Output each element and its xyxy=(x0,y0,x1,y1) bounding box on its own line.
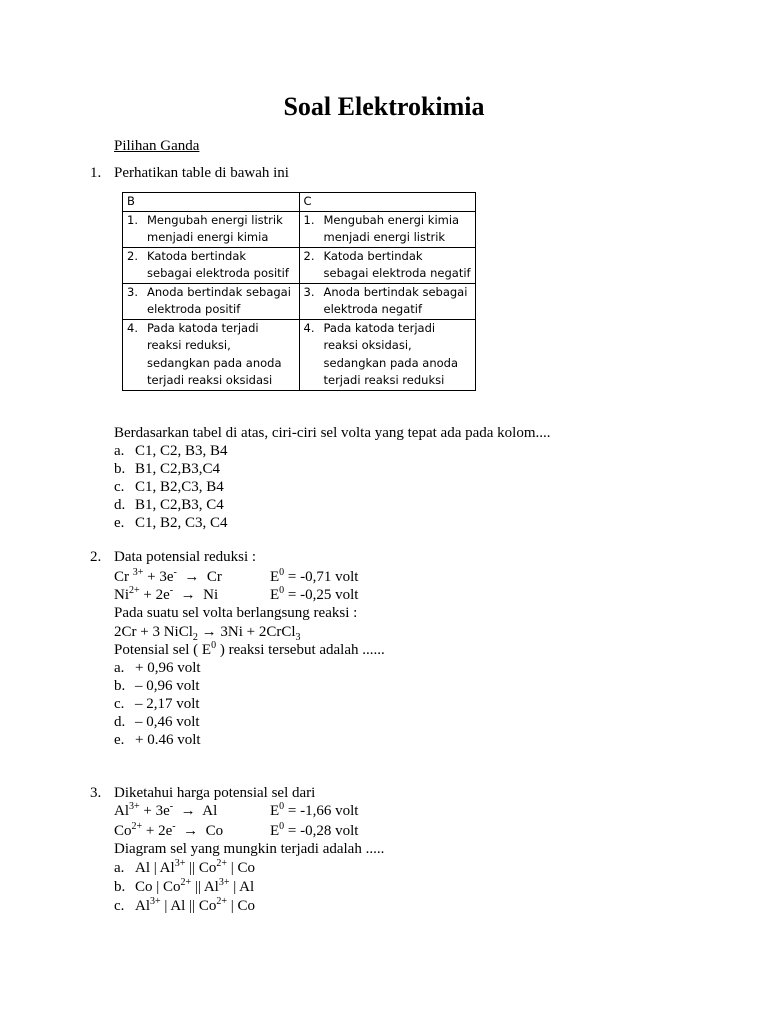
q3-reaction-2: $Co^{2+} + 2e^- \to Co$ xyxy=(114,821,224,839)
page-title: Soal Elektrokimia xyxy=(283,92,485,121)
option-letter: b. xyxy=(114,879,126,895)
cell-b: Katoda bertindak sebagai elektroda positif xyxy=(143,247,299,283)
cell-number: 3. xyxy=(123,283,144,319)
q2-prompt: Data potensial reduksi : xyxy=(114,549,257,565)
option-text: $Al^{3+}$ | Al || $Co^{2+}$ | Co xyxy=(135,896,255,914)
option-letter: a. xyxy=(114,660,125,676)
option-text: + 0.46 volt xyxy=(135,732,201,748)
cell-b: Anoda bertindak sebagai elektroda positif xyxy=(143,283,299,319)
q2-cell-reaction: 2Cr + 3 NiCl$_2$ → 3Ni + 2CrCl$_3$ xyxy=(114,624,301,643)
q3-number: 3. xyxy=(90,785,102,801)
option-letter: b. xyxy=(114,678,126,694)
option-letter: e. xyxy=(114,732,125,748)
option-text: B1, C2,B3,C4 xyxy=(135,461,221,477)
q1-prompt: Perhatikan table di bawah ini xyxy=(114,165,289,181)
cell-number: 1. xyxy=(123,211,144,247)
q3-potential-1: $E^0 = -1,66$ volt xyxy=(270,801,359,819)
table-row xyxy=(123,211,476,247)
option-text: – 0,96 volt xyxy=(135,678,200,694)
option-letter: e. xyxy=(114,515,125,531)
option-text: C1, C2, B3, B4 xyxy=(135,443,228,459)
q2-reaction-1: Cr $^{3+}$ + 3e- → Cr xyxy=(114,567,222,585)
option-text: C1, B2, C3, C4 xyxy=(135,515,228,531)
q2-stem: Pada suatu sel volta berlangsung reaksi : xyxy=(114,605,358,621)
option-letter: a. xyxy=(114,443,125,459)
q3-reaction-1: $Al^{3+} + 3e^- \to Al$ xyxy=(114,801,218,819)
option-text: Co | $Co^{2+}$ || $Al^{3+}$ | Al xyxy=(135,877,255,895)
q2-number: 2. xyxy=(90,549,102,565)
comparison-table xyxy=(122,192,476,391)
option-text: – 2,17 volt xyxy=(135,696,200,712)
cell-c: Katoda bertindak sebagai elektroda negatif xyxy=(320,247,476,283)
column-c-header: C xyxy=(299,193,476,212)
option-text: + 0,96 volt xyxy=(135,660,201,676)
q3-potential-2: $E^0 = -0,28$ volt xyxy=(270,821,359,839)
option-letter: a. xyxy=(114,860,125,876)
cell-c: Pada katoda terjadi reaksi oksidasi, sedangkan pada anoda terjadi reaksi reduksi xyxy=(320,319,476,390)
table-header-row xyxy=(123,193,476,212)
cell-number: 4. xyxy=(123,319,144,390)
option-letter: d. xyxy=(114,497,126,513)
table-row xyxy=(123,319,476,390)
cell-c: Anoda bertindak sebagai elektroda negatif xyxy=(320,283,476,319)
option-letter: c. xyxy=(114,479,125,495)
q3-question: Diagram sel yang mungkin terjadi adalah ..... xyxy=(114,841,385,857)
q2-potential-1: $E^0 = -0,71$ volt xyxy=(270,567,359,585)
option-text: C1, B2,C3, B4 xyxy=(135,479,224,495)
option-text: B1, C2,B3, C4 xyxy=(135,497,224,513)
q2-reaction-2: $Ni^{2+} + 2e^- \to Ni$ xyxy=(114,585,219,603)
section-heading: Pilihan Ganda xyxy=(114,138,200,154)
q3-prompt: Diketahui harga potensial sel dari xyxy=(114,785,316,801)
option-letter: c. xyxy=(114,696,125,712)
cell-number: 2. xyxy=(299,247,320,283)
option-letter: d. xyxy=(114,714,126,730)
table-row xyxy=(123,247,476,283)
cell-number: 1. xyxy=(299,211,320,247)
cell-number: 4. xyxy=(299,319,320,390)
cell-number: 2. xyxy=(123,247,144,283)
cell-c: Mengubah energi kimia menjadi energi listrik xyxy=(320,211,476,247)
q2-question: Potensial sel ( $E^0$ ) reaksi tersebut adalah ...... xyxy=(114,640,385,658)
option-text: Al | $Al^{3+}$ || $Co^{2+}$ | Co xyxy=(135,858,255,876)
option-text: – 0,46 volt xyxy=(135,714,200,730)
q2-potential-2: $E^0 = -0,25$ volt xyxy=(270,585,359,603)
option-letter: b. xyxy=(114,461,126,477)
cell-number: 3. xyxy=(299,283,320,319)
option-letter: c. xyxy=(114,898,125,914)
cell-b: Mengubah energi listrik menjadi energi kimia xyxy=(143,211,299,247)
q1-number: 1. xyxy=(90,165,102,181)
table-row xyxy=(123,283,476,319)
q1-question: Berdasarkan tabel di atas, ciri-ciri sel volta yang tepat ada pada kolom.... xyxy=(114,425,551,441)
column-b-header: B xyxy=(123,193,300,212)
cell-b: Pada katoda terjadi reaksi reduksi, sedangkan pada anoda terjadi reaksi oksidasi xyxy=(143,319,299,390)
